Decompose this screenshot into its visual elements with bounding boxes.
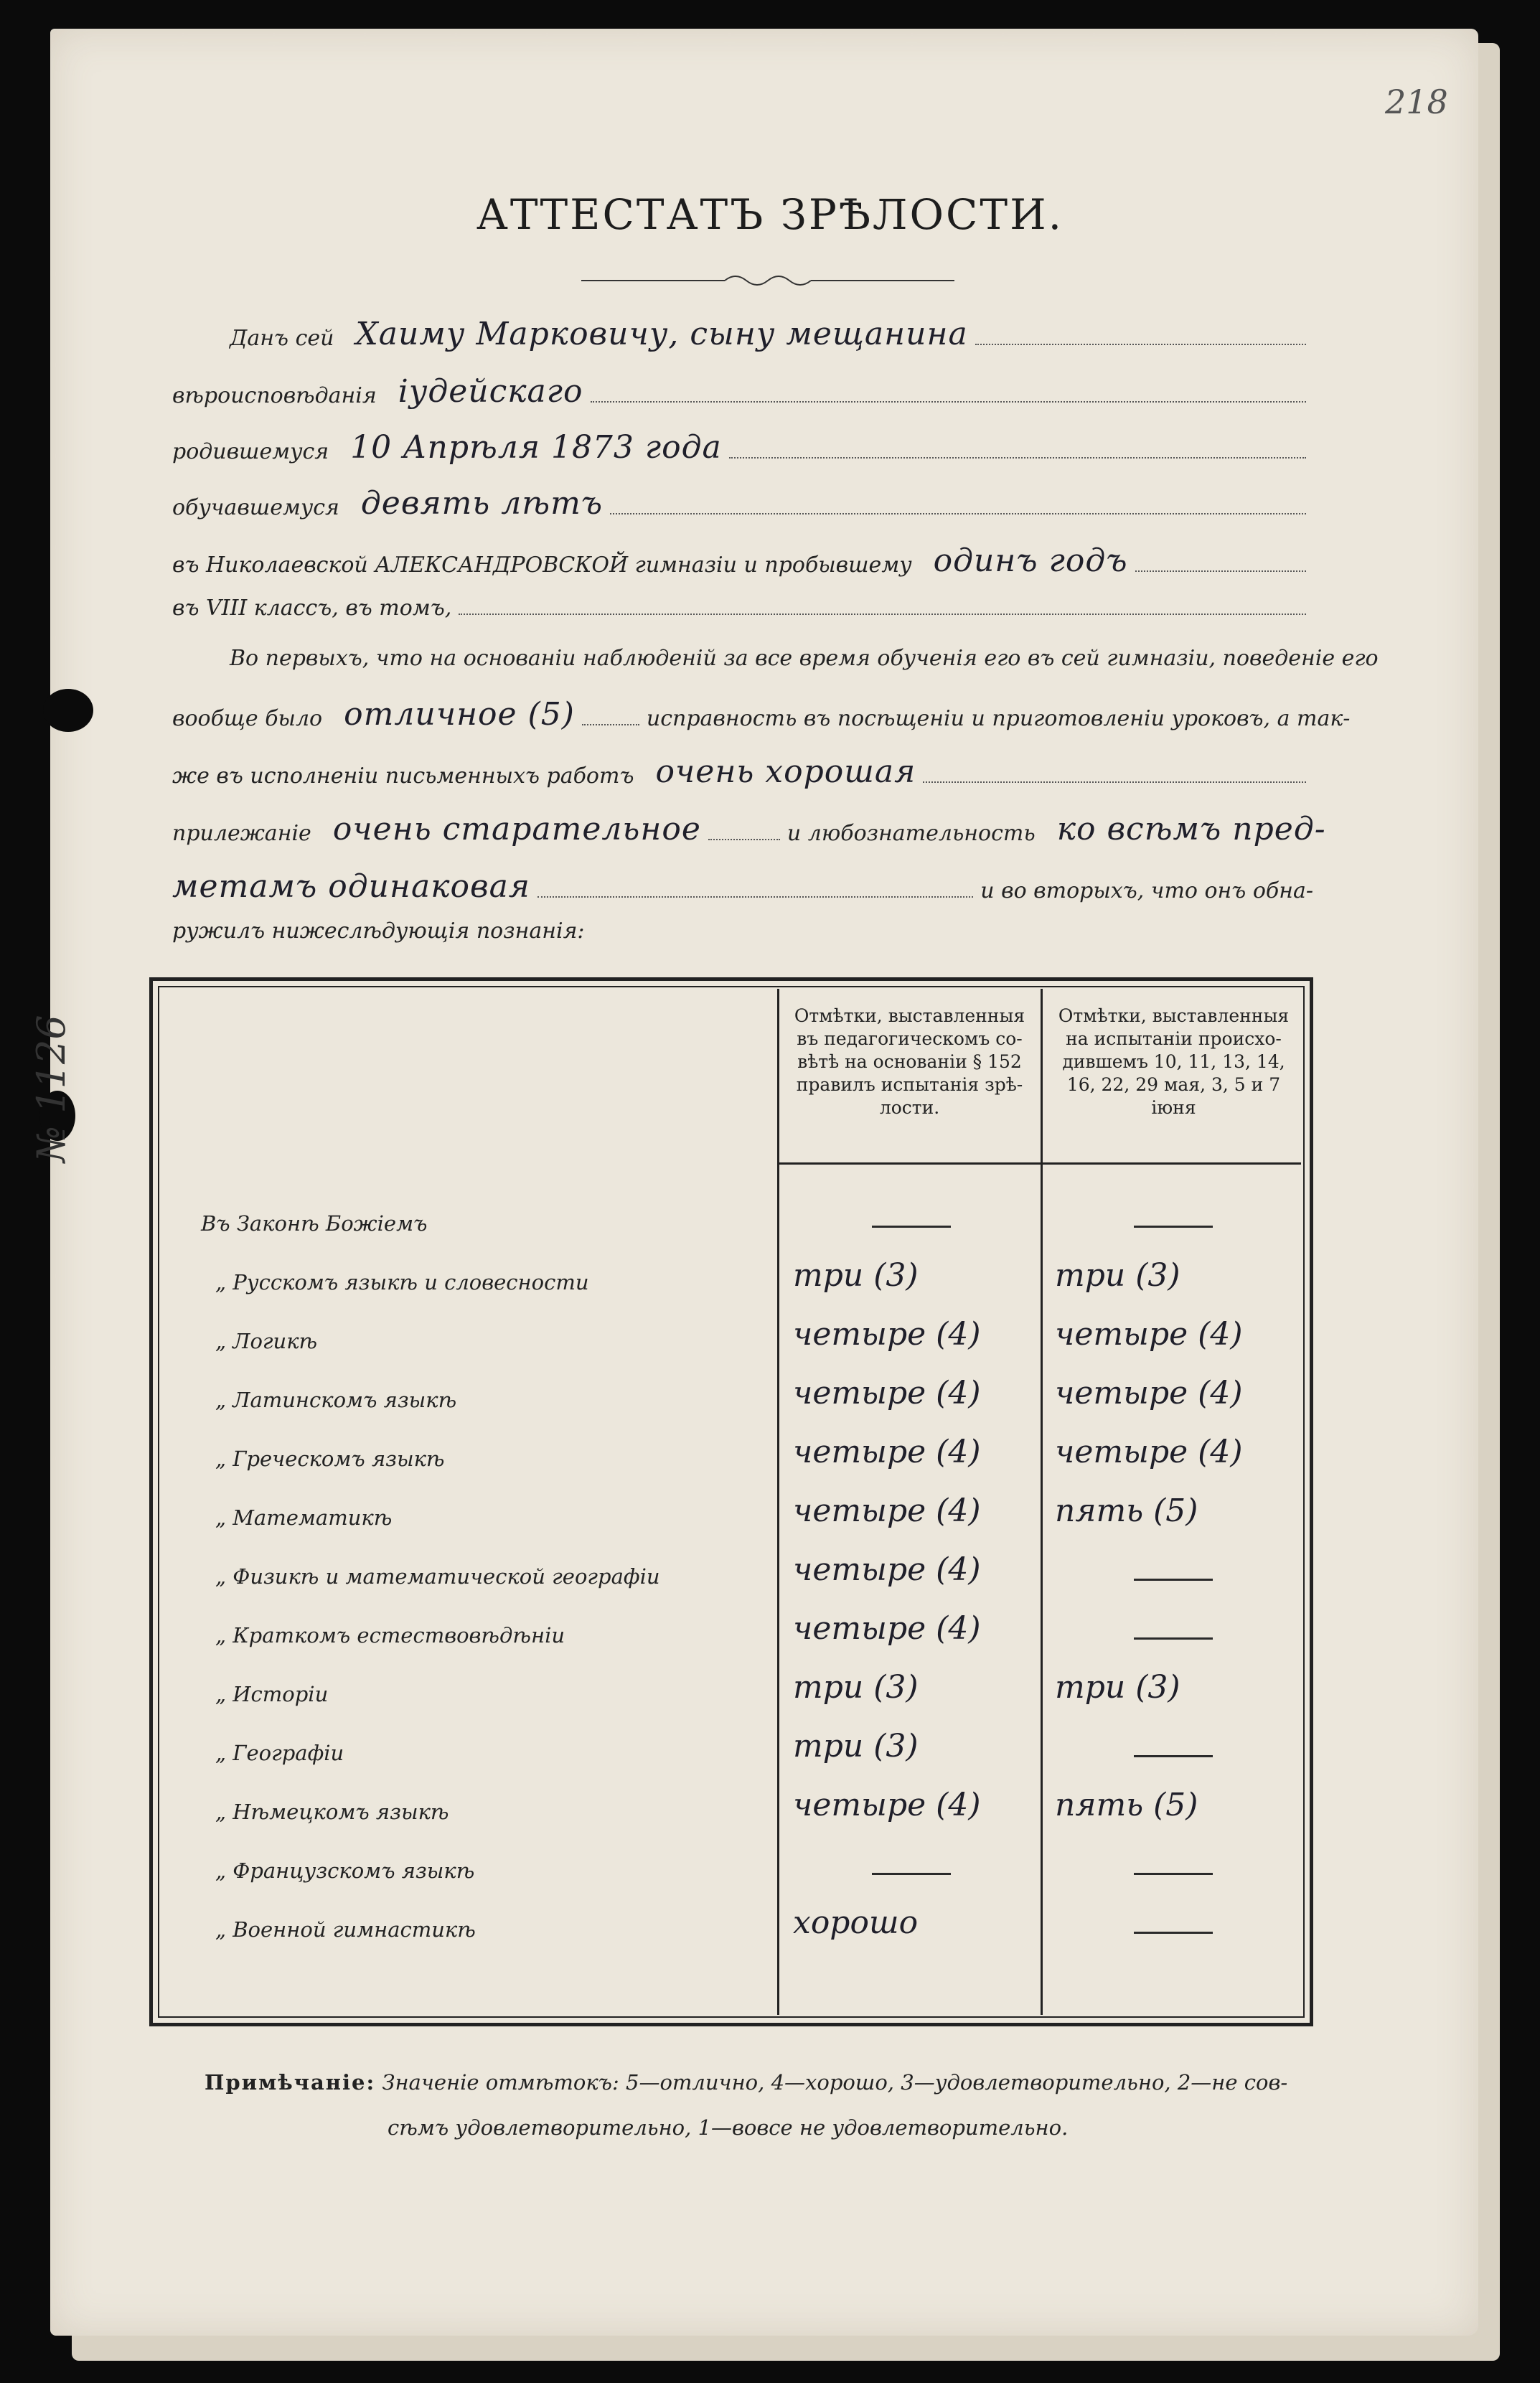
handwritten-birthdate: 10 Апрѣля 1873 года — [350, 429, 722, 466]
subject-label: „ Русскомъ языкѣ и словесности — [215, 1270, 589, 1294]
empty-grade-dash — [1134, 1873, 1213, 1875]
dotted-fill — [729, 456, 1306, 459]
handwritten-religion: iудейскаго — [398, 373, 583, 410]
column-header-exam: Отмѣтки, выставленныя на испытаніи происхо-дившемъ 10, 11, 13, 14, 16, 22, 29 мая, 3, 5 и 7 іюня — [1058, 1005, 1290, 1118]
paragraph-line-5 — [172, 868, 1313, 903]
field-label: родившемуся — [172, 439, 329, 464]
grade-council: четыре (4) — [793, 1610, 981, 1647]
empty-grade-dash — [1134, 1579, 1213, 1581]
dotted-fill — [975, 343, 1306, 345]
grade-council: три (3) — [793, 1669, 919, 1706]
paragraph-line-3 — [172, 753, 1313, 789]
paragraph-text: вообще было — [172, 706, 323, 731]
field-religion — [172, 373, 1313, 408]
grade-council: четыре (4) — [793, 1375, 981, 1411]
grade-council: четыре (4) — [793, 1787, 981, 1823]
document-title: АТТЕСТАТЪ ЗРѢЛОСТИ. — [476, 190, 1064, 239]
grade-council: хорошо — [793, 1904, 919, 1941]
handwritten-work: очень хорошая — [655, 753, 916, 790]
paragraph-line-4 — [172, 811, 1326, 847]
column-header-council: Отмѣтки, выставленныя въ педагогическомъ со-вѣтѣ на основаніи § 152 правилъ испытанія зрѣ-лости. — [794, 1005, 1025, 1118]
grade-council: четыре (4) — [793, 1434, 981, 1470]
margin-number: № 1126 — [29, 1015, 74, 1162]
grade-exam: четыре (4) — [1055, 1434, 1243, 1470]
field-label: въ VIII классъ, въ томъ, — [172, 596, 452, 621]
handwritten-name: Хаиму Марковичу, сыну мещанина — [355, 316, 968, 352]
field-label: въ Николаевской АЛЕКСАНДРОВСКОЙ гимназіи и пробывшему — [172, 553, 912, 578]
paragraph-text: и во вторыхъ, что онъ обна- — [980, 878, 1313, 903]
note-line-2: сѣмъ удовлетворительно, 1—вовсе не удовлетворительно. — [388, 2115, 1069, 2140]
subject-label: „ Нѣмецкомъ языкѣ — [215, 1800, 449, 1824]
empty-grade-dash — [872, 1873, 951, 1875]
subject-label: „ Математикѣ — [215, 1505, 393, 1530]
field-label: вѣроисповѣданія — [172, 383, 377, 408]
dotted-fill — [708, 838, 780, 840]
field-class — [172, 596, 1313, 621]
dotted-fill — [582, 723, 639, 725]
handwritten-study-years: девять лѣтъ — [360, 485, 604, 522]
grade-council: три (3) — [793, 1257, 919, 1294]
handwritten-curiosity: ко всѣмъ пред- — [1056, 811, 1326, 847]
dotted-fill — [610, 512, 1306, 514]
subject-label: „ Исторіи — [215, 1682, 329, 1706]
grade-council: три (3) — [793, 1728, 919, 1764]
empty-grade-dash — [1134, 1226, 1213, 1228]
subject-label: „ Физикѣ и математической географіи — [215, 1564, 660, 1589]
grade-exam: пять (5) — [1055, 1787, 1198, 1823]
paragraph-text: и любознательность — [787, 821, 1036, 846]
field-gymnasium — [172, 542, 1313, 578]
note-line-1 — [205, 2070, 1287, 2095]
table-header-rule — [777, 1162, 1301, 1165]
paragraph-line-6: ружилъ нижеслѣдующія познанія: — [172, 918, 585, 944]
subject-label: „ Географіи — [215, 1741, 344, 1765]
paragraph-line-2 — [172, 696, 1351, 733]
paragraph-line-1: Во первыхъ, что на основаніи наблюденій за все время обученія его въ сей гимназіи, поведеніе его — [230, 646, 1379, 671]
grade-exam: три (3) — [1055, 1669, 1180, 1706]
subject-label: „ Краткомъ естествовѣдѣніи — [215, 1623, 565, 1648]
empty-grade-dash — [872, 1226, 951, 1228]
subject-label: „ Латинскомъ языкѣ — [215, 1388, 457, 1412]
grade-exam: пять (5) — [1055, 1493, 1198, 1529]
field-label: Данъ сей — [230, 326, 334, 351]
field-birthdate — [172, 429, 1313, 464]
field-study-years — [172, 485, 1313, 520]
handwritten-duration: одинъ годъ — [933, 542, 1128, 579]
title-ornament — [581, 271, 954, 290]
dotted-fill — [923, 781, 1306, 783]
empty-grade-dash — [1134, 1932, 1213, 1934]
table-divider — [1041, 989, 1043, 2015]
subject-label: Въ Законѣ Божіемъ — [201, 1211, 428, 1236]
paragraph-text: же въ исполненіи письменныхъ работъ — [172, 763, 634, 789]
torn-edge — [43, 689, 93, 732]
subject-label: „ Греческомъ языкѣ — [215, 1447, 445, 1471]
dotted-fill — [537, 896, 973, 898]
empty-grade-dash — [1134, 1637, 1213, 1640]
dotted-fill — [459, 613, 1306, 615]
note-text: Значеніе отмѣтокъ: 5—отлично, 4—хорошо, 3—удовлетворительно, 2—не сов- — [382, 2070, 1288, 2095]
field-label: обучавшемуся — [172, 495, 339, 520]
paragraph-text: исправность въ посѣщеніи и приготовленіи уроковъ, а так- — [646, 706, 1351, 731]
handwritten-curiosity-cont: метамъ одинаковая — [172, 868, 530, 905]
field-name — [230, 316, 1313, 351]
grade-exam: три (3) — [1055, 1257, 1180, 1294]
grade-council: четыре (4) — [793, 1316, 981, 1353]
subject-label: „ Логикѣ — [215, 1329, 318, 1353]
table-divider — [777, 989, 779, 2015]
paragraph-text: прилежаніе — [172, 821, 311, 846]
dotted-fill — [1135, 570, 1306, 572]
subject-label: „ Французскомъ языкѣ — [215, 1858, 475, 1883]
handwritten-behavior: отличное (5) — [344, 696, 575, 733]
grade-council: четыре (4) — [793, 1551, 981, 1588]
page-number: 218 — [1385, 83, 1448, 121]
dotted-fill — [591, 400, 1306, 403]
subject-label: „ Военной гимнастикѣ — [215, 1917, 476, 1942]
empty-grade-dash — [1134, 1755, 1213, 1757]
grade-exam: четыре (4) — [1055, 1316, 1243, 1353]
grade-council: четыре (4) — [793, 1493, 981, 1529]
grade-exam: четыре (4) — [1055, 1375, 1243, 1411]
note-label: Примѣчаніе: — [205, 2070, 376, 2095]
handwritten-diligence: очень старательное — [332, 811, 701, 847]
